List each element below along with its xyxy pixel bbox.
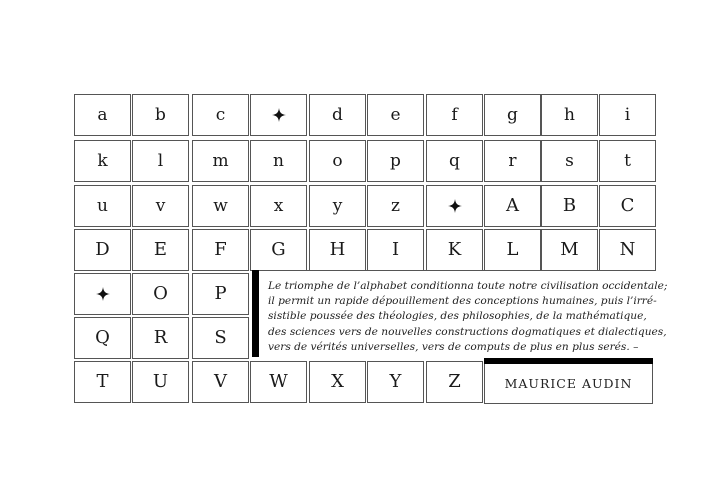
letter-cell xyxy=(599,185,656,227)
letter-glyph: S xyxy=(214,327,227,348)
letter-glyph: h xyxy=(564,104,575,125)
letter-glyph: g xyxy=(507,104,518,125)
letter-cell xyxy=(541,140,598,182)
letter-cell xyxy=(192,273,249,315)
quote-line-5: vers de vérités universelles, vers de computs de plus en plus serés. – xyxy=(268,340,639,353)
letter-cell xyxy=(74,317,131,359)
letter-cell xyxy=(426,140,483,182)
letter-glyph: Q xyxy=(95,327,110,348)
letter-glyph: A xyxy=(506,195,519,216)
letter-cell xyxy=(132,229,189,271)
letter-glyph: G xyxy=(271,239,286,260)
letter-glyph: x xyxy=(273,195,284,216)
letter-glyph: V xyxy=(214,371,227,392)
letter-cell xyxy=(426,94,483,136)
letter-glyph: E xyxy=(153,239,168,260)
letter-glyph: K xyxy=(447,239,462,260)
letter-cell xyxy=(192,361,249,403)
letter-glyph: Y xyxy=(389,371,402,392)
letter-cell xyxy=(309,94,366,136)
letter-cell xyxy=(132,361,189,403)
letter-glyph: M xyxy=(560,239,579,260)
letter-glyph: a xyxy=(97,104,108,125)
letter-glyph: d xyxy=(332,104,343,125)
letter-cell xyxy=(599,140,656,182)
letter-cell xyxy=(74,361,131,403)
star-icon xyxy=(96,287,110,301)
letter-cell xyxy=(250,140,307,182)
star-icon xyxy=(272,108,286,122)
letter-cell xyxy=(367,361,424,403)
star-cell xyxy=(74,273,131,315)
letter-cell xyxy=(309,140,366,182)
letter-glyph: I xyxy=(391,239,400,260)
letter-glyph: W xyxy=(269,371,288,392)
letter-cell xyxy=(599,229,656,271)
letter-glyph: F xyxy=(214,239,227,260)
letter-glyph: N xyxy=(619,239,636,260)
letter-glyph: R xyxy=(153,327,168,348)
letter-cell xyxy=(541,229,598,271)
letter-glyph: y xyxy=(332,195,343,216)
letter-glyph: e xyxy=(390,104,401,125)
letter-cell xyxy=(132,94,189,136)
letter-glyph: r xyxy=(508,150,517,171)
quote-line-1: Le triomphe de l’alphabet conditionna toute notre civilisation occidentale; xyxy=(268,280,668,292)
letter-cell xyxy=(367,185,424,227)
letter-cell xyxy=(484,140,541,182)
letter-glyph: Z xyxy=(448,371,461,392)
letter-cell xyxy=(484,229,541,271)
quote-line-4: des sciences vers de nouvelles constructions dogmatiques et dialectiques, xyxy=(268,325,667,338)
star-cell xyxy=(426,185,483,227)
quote-line-2: il permit un rapide dépouillement des conceptions humaines, puis l’irré- xyxy=(268,295,657,308)
quote-text xyxy=(260,270,668,358)
letter-glyph: m xyxy=(212,150,229,171)
quote-author: MAURICE AUDIN xyxy=(484,364,653,404)
letter-cell xyxy=(74,140,131,182)
letter-cell xyxy=(74,94,131,136)
letter-cell xyxy=(192,185,249,227)
letter-cell xyxy=(250,361,307,403)
letter-cell xyxy=(367,140,424,182)
letter-cell xyxy=(132,140,189,182)
letter-cell xyxy=(192,229,249,271)
star-cell xyxy=(250,94,307,136)
letter-glyph: t xyxy=(624,150,631,171)
letter-cell xyxy=(541,94,598,136)
letter-cell xyxy=(192,317,249,359)
letter-glyph: L xyxy=(506,239,519,260)
letter-glyph: U xyxy=(152,371,169,392)
letter-cell xyxy=(132,185,189,227)
letter-glyph: k xyxy=(97,150,108,171)
letter-cell xyxy=(309,229,366,271)
letter-cell xyxy=(74,185,131,227)
letter-glyph: s xyxy=(565,150,574,171)
letter-glyph: P xyxy=(214,283,227,304)
letter-cell xyxy=(367,229,424,271)
letter-glyph: q xyxy=(449,150,460,171)
letter-cell xyxy=(367,94,424,136)
letter-cell xyxy=(309,361,366,403)
letter-glyph: X xyxy=(331,371,344,392)
letter-glyph: B xyxy=(562,195,577,216)
letter-glyph: u xyxy=(97,195,108,216)
letter-glyph: H xyxy=(329,239,346,260)
letter-cell xyxy=(426,361,483,403)
letter-glyph: f xyxy=(451,104,458,125)
quote-vertical-rule xyxy=(252,270,259,357)
letter-cell xyxy=(250,229,307,271)
letter-cell xyxy=(192,94,249,136)
letter-glyph: T xyxy=(96,371,109,392)
letter-glyph: i xyxy=(624,104,631,125)
letter-glyph: w xyxy=(213,195,228,216)
letter-cell xyxy=(192,140,249,182)
letter-glyph: C xyxy=(620,195,635,216)
quote-line-3: sistible poussée des théologies, des philosophies, de la mathématique, xyxy=(268,310,647,323)
letter-glyph: c xyxy=(215,104,226,125)
letter-glyph: n xyxy=(273,150,284,171)
letter-glyph: z xyxy=(391,195,400,216)
letter-cell xyxy=(599,94,656,136)
letter-glyph: v xyxy=(155,195,166,216)
letter-glyph: D xyxy=(95,239,110,260)
letter-glyph: l xyxy=(157,150,164,171)
letter-glyph: p xyxy=(390,150,401,171)
letter-cell xyxy=(426,229,483,271)
letter-cell xyxy=(74,229,131,271)
letter-cell xyxy=(309,185,366,227)
letter-cell xyxy=(541,185,598,227)
letter-glyph: o xyxy=(332,150,343,171)
letter-cell xyxy=(132,317,189,359)
star-icon xyxy=(448,199,462,213)
letter-cell xyxy=(484,185,541,227)
letter-cell xyxy=(132,273,189,315)
letter-glyph: O xyxy=(153,283,168,304)
letter-cell xyxy=(484,94,541,136)
letter-glyph: b xyxy=(155,104,166,125)
letter-cell xyxy=(250,185,307,227)
